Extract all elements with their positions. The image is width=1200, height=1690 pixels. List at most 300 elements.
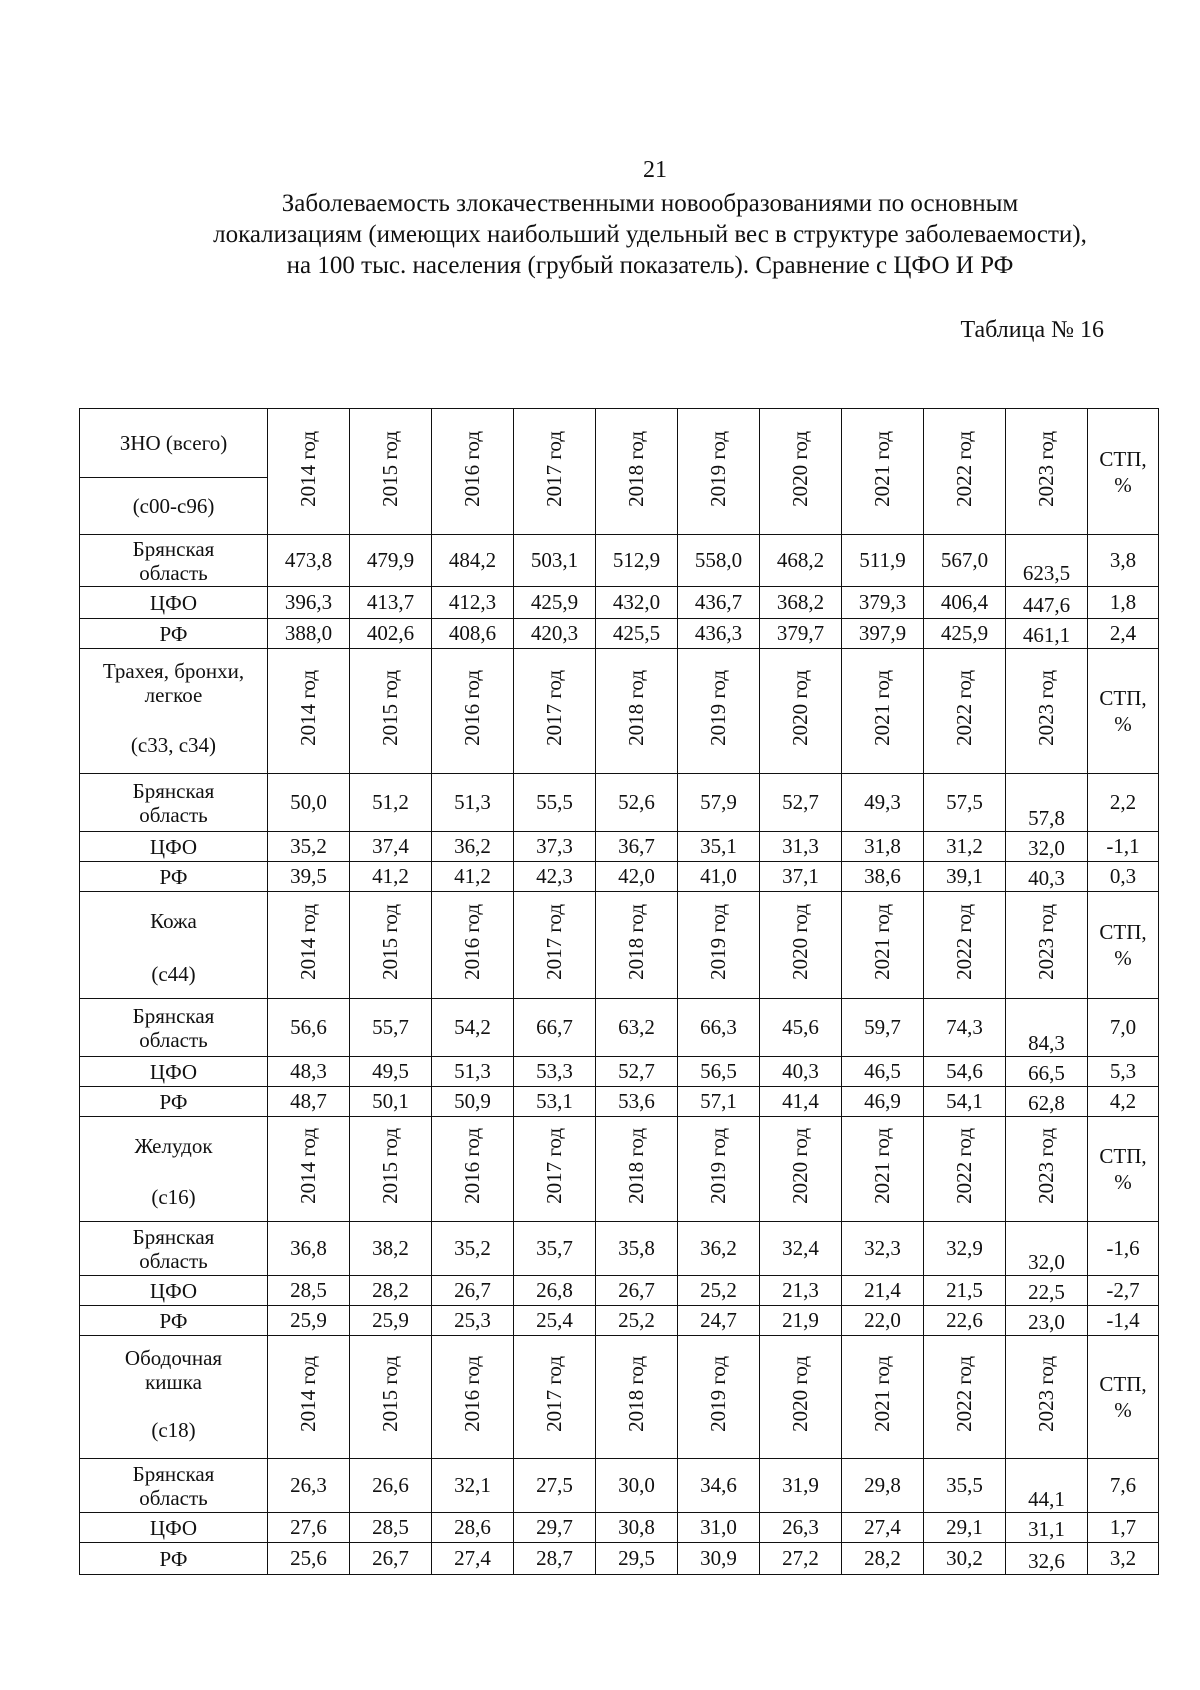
value-cell: 21,4 <box>842 1276 924 1306</box>
value-cell: 57,9 <box>678 774 760 832</box>
value-cell: 29,1 <box>924 1513 1006 1543</box>
value-cell: 41,2 <box>350 862 432 892</box>
year-label: 2016 год <box>460 430 484 507</box>
stp-value-cell: 3,8 <box>1088 535 1159 587</box>
value-cell: 30,8 <box>596 1513 678 1543</box>
value-cell: 26,8 <box>514 1276 596 1306</box>
value-cell: 37,3 <box>514 832 596 862</box>
value-cell: 511,9 <box>842 535 924 587</box>
section-name-cell <box>80 409 268 478</box>
year-label: 2020 год <box>788 430 812 507</box>
region-cell: ЦФО <box>80 1513 268 1543</box>
year-label: 2017 год <box>542 670 566 746</box>
stp-header-label: СТП, % <box>1099 1372 1147 1422</box>
section-name-line: Кожа <box>150 909 197 933</box>
value-cell: 25,2 <box>596 1306 678 1336</box>
stp-value-cell: 1,8 <box>1088 587 1159 619</box>
year-label: 2021 год <box>870 904 894 980</box>
value-cell: 50,0 <box>268 774 350 832</box>
region-cell: Брянская область <box>80 1459 268 1513</box>
year-header-cell <box>350 409 432 535</box>
value-cell: 53,1 <box>514 1087 596 1117</box>
value-cell: 66,3 <box>678 999 760 1057</box>
value-cell: 45,6 <box>760 999 842 1057</box>
document-title <box>170 188 1130 281</box>
year-header-cell <box>596 1117 678 1222</box>
value-cell: 473,8 <box>268 535 350 587</box>
value-cell: 39,1 <box>924 862 1006 892</box>
value-cell: 55,7 <box>350 999 432 1057</box>
value-cell: 31,9 <box>760 1459 842 1513</box>
value-cell: 432,0 <box>596 587 678 619</box>
value-cell: 21,9 <box>760 1306 842 1336</box>
year-label: 2023 год <box>1034 670 1058 746</box>
value-cell: 41,4 <box>760 1087 842 1117</box>
value-cell: 66,5 <box>1006 1057 1088 1087</box>
value-cell: 53,3 <box>514 1057 596 1087</box>
year-label: 2022 год <box>952 1128 976 1204</box>
value-cell: 26,3 <box>760 1513 842 1543</box>
value-cell: 412,3 <box>432 587 514 619</box>
section-name-line: легкое <box>144 683 203 707</box>
year-label: 2021 год <box>870 670 894 746</box>
stp-header-cell <box>1088 649 1159 774</box>
value-cell: 436,7 <box>678 587 760 619</box>
table-row <box>80 862 1159 892</box>
value-cell: 34,6 <box>678 1459 760 1513</box>
value-cell: 396,3 <box>268 587 350 619</box>
value-cell: 31,3 <box>760 832 842 862</box>
value-cell: 31,8 <box>842 832 924 862</box>
stp-value-cell: 2,4 <box>1088 619 1159 649</box>
value-cell: 447,6 <box>1006 587 1088 619</box>
title-line-2: локализациям (имеющих наибольший удельный вес в структуре заболеваемости), <box>213 221 1087 248</box>
year-header-cell <box>514 409 596 535</box>
value-cell: 37,1 <box>760 862 842 892</box>
value-cell: 27,4 <box>432 1543 514 1575</box>
stp-header-label: СТП, % <box>1099 920 1147 970</box>
year-header-cell <box>760 1117 842 1222</box>
table-row <box>80 1276 1159 1306</box>
year-label: 2018 год <box>624 1356 648 1432</box>
year-header-cell <box>678 1336 760 1459</box>
value-cell: 567,0 <box>924 535 1006 587</box>
value-cell: 49,5 <box>350 1057 432 1087</box>
value-cell: 27,5 <box>514 1459 596 1513</box>
value-cell: 46,9 <box>842 1087 924 1117</box>
stp-value-cell: -1,6 <box>1088 1222 1159 1276</box>
section-code-cell: (с16) <box>80 1174 268 1222</box>
value-cell: 41,0 <box>678 862 760 892</box>
year-label: 2020 год <box>788 1128 812 1204</box>
year-header-cell <box>596 649 678 774</box>
year-header-cell <box>514 1117 596 1222</box>
value-cell: 26,6 <box>350 1459 432 1513</box>
stp-value-cell: 7,6 <box>1088 1459 1159 1513</box>
region-cell: ЦФО <box>80 832 268 862</box>
value-cell: 57,1 <box>678 1087 760 1117</box>
section-code-cell: (с44) <box>80 950 268 999</box>
year-label: 2021 год <box>870 1356 894 1432</box>
value-cell: 50,1 <box>350 1087 432 1117</box>
value-cell: 379,3 <box>842 587 924 619</box>
section-name-cell <box>80 1117 268 1175</box>
value-cell: 32,9 <box>924 1222 1006 1276</box>
year-header-cell <box>678 1117 760 1222</box>
value-cell: 35,1 <box>678 832 760 862</box>
value-cell: 40,3 <box>1006 862 1088 892</box>
value-cell: 32,6 <box>1006 1543 1088 1575</box>
table-row <box>80 1459 1159 1513</box>
section-code-cell: (с18) <box>80 1403 268 1459</box>
year-header-cell <box>760 892 842 999</box>
value-cell: 420,3 <box>514 619 596 649</box>
year-label: 2016 год <box>460 904 484 980</box>
value-cell: 40,3 <box>760 1057 842 1087</box>
year-header-cell <box>350 892 432 999</box>
value-cell: 27,6 <box>268 1513 350 1543</box>
year-label: 2014 год <box>296 1356 320 1432</box>
value-cell: 28,7 <box>514 1543 596 1575</box>
section-code-cell: (с00-с96) <box>80 478 268 535</box>
year-header-cell <box>514 1336 596 1459</box>
year-header-cell <box>432 1336 514 1459</box>
region-cell: РФ <box>80 619 268 649</box>
value-cell: 512,9 <box>596 535 678 587</box>
value-cell: 32,0 <box>1006 1222 1088 1276</box>
year-label: 2017 год <box>542 430 566 507</box>
region-cell: ЦФО <box>80 587 268 619</box>
value-cell: 22,6 <box>924 1306 1006 1336</box>
value-cell: 468,2 <box>760 535 842 587</box>
region-cell: ЦФО <box>80 1057 268 1087</box>
value-cell: 41,2 <box>432 862 514 892</box>
title-line-3: на 100 тыс. населения (грубый показатель). Сравнение с ЦФО И РФ <box>286 252 1014 279</box>
section-name-line: кишка <box>145 1369 202 1394</box>
value-cell: 44,1 <box>1006 1459 1088 1513</box>
value-cell: 32,1 <box>432 1459 514 1513</box>
table-row <box>80 587 1159 619</box>
year-header-cell <box>350 1336 432 1459</box>
year-header-cell <box>596 409 678 535</box>
region-cell: Брянская область <box>80 535 268 587</box>
year-label: 2018 год <box>624 430 648 507</box>
value-cell: 29,7 <box>514 1513 596 1543</box>
value-cell: 461,1 <box>1006 619 1088 649</box>
year-header-cell <box>760 649 842 774</box>
stp-value-cell: 2,2 <box>1088 774 1159 832</box>
stp-value-cell: 3,2 <box>1088 1543 1159 1575</box>
value-cell: 31,2 <box>924 832 1006 862</box>
value-cell: 52,7 <box>760 774 842 832</box>
year-header-cell <box>1006 1336 1088 1459</box>
year-label: 2018 год <box>624 904 648 980</box>
value-cell: 425,5 <box>596 619 678 649</box>
year-header-cell <box>678 409 760 535</box>
value-cell: 21,3 <box>760 1276 842 1306</box>
region-cell: ЦФО <box>80 1276 268 1306</box>
value-cell: 36,7 <box>596 832 678 862</box>
table-row <box>80 1513 1159 1543</box>
value-cell: 36,2 <box>678 1222 760 1276</box>
section-name-cell <box>80 649 268 718</box>
value-cell: 425,9 <box>514 587 596 619</box>
value-cell: 30,2 <box>924 1543 1006 1575</box>
value-cell: 48,3 <box>268 1057 350 1087</box>
table-row <box>80 774 1159 832</box>
year-header-cell <box>268 649 350 774</box>
table-row <box>80 1087 1159 1117</box>
value-cell: 54,1 <box>924 1087 1006 1117</box>
table-row <box>80 999 1159 1057</box>
year-header-cell <box>678 892 760 999</box>
year-label: 2022 год <box>952 670 976 746</box>
value-cell: 84,3 <box>1006 999 1088 1057</box>
year-header-cell <box>842 892 924 999</box>
year-label: 2014 год <box>296 430 320 507</box>
year-label: 2020 год <box>788 904 812 980</box>
value-cell: 425,9 <box>924 619 1006 649</box>
year-header-cell <box>842 1117 924 1222</box>
section-name-cell <box>80 892 268 951</box>
year-header-cell <box>1006 649 1088 774</box>
year-header-cell <box>924 1117 1006 1222</box>
table-row <box>80 1222 1159 1276</box>
value-cell: 397,9 <box>842 619 924 649</box>
section-name-line: Трахея, бронхи, <box>102 659 245 683</box>
page-number: 21 <box>643 157 667 183</box>
year-header-cell <box>514 649 596 774</box>
region-cell: РФ <box>80 862 268 892</box>
year-header-cell <box>268 409 350 535</box>
value-cell: 22,5 <box>1006 1276 1088 1306</box>
value-cell: 55,5 <box>514 774 596 832</box>
year-header-cell <box>432 409 514 535</box>
section-header-row <box>80 409 1159 478</box>
year-header-cell <box>596 1336 678 1459</box>
year-label: 2015 год <box>378 430 402 507</box>
region-cell: Брянская область <box>80 999 268 1057</box>
year-label: 2023 год <box>1034 1356 1058 1432</box>
year-label: 2019 год <box>706 1356 730 1432</box>
value-cell: 29,8 <box>842 1459 924 1513</box>
stp-value-cell: 5,3 <box>1088 1057 1159 1087</box>
value-cell: 22,0 <box>842 1306 924 1336</box>
value-cell: 53,6 <box>596 1087 678 1117</box>
value-cell: 63,2 <box>596 999 678 1057</box>
value-cell: 28,6 <box>432 1513 514 1543</box>
value-cell: 35,7 <box>514 1222 596 1276</box>
year-label: 2016 год <box>460 670 484 746</box>
table-row <box>80 1306 1159 1336</box>
year-header-cell <box>678 649 760 774</box>
value-cell: 25,9 <box>268 1306 350 1336</box>
stp-value-cell: -1,1 <box>1088 832 1159 862</box>
stp-value-cell: 4,2 <box>1088 1087 1159 1117</box>
section-code-cell: (с33, с34) <box>80 717 268 774</box>
value-cell: 30,9 <box>678 1543 760 1575</box>
value-cell: 28,5 <box>268 1276 350 1306</box>
value-cell: 558,0 <box>678 535 760 587</box>
year-header-cell <box>268 1117 350 1222</box>
stp-value-cell: -2,7 <box>1088 1276 1159 1306</box>
region-cell: РФ <box>80 1087 268 1117</box>
value-cell: 406,4 <box>924 587 1006 619</box>
value-cell: 36,2 <box>432 832 514 862</box>
value-cell: 503,1 <box>514 535 596 587</box>
year-label: 2015 год <box>378 1128 402 1204</box>
year-header-cell <box>842 409 924 535</box>
table-row <box>80 832 1159 862</box>
value-cell: 26,3 <box>268 1459 350 1513</box>
value-cell: 24,7 <box>678 1306 760 1336</box>
value-cell: 57,8 <box>1006 774 1088 832</box>
year-header-cell <box>924 892 1006 999</box>
year-header-cell <box>1006 1117 1088 1222</box>
year-label: 2020 год <box>788 670 812 746</box>
section-header-row <box>80 649 1159 718</box>
value-cell: 26,7 <box>432 1276 514 1306</box>
year-header-cell <box>842 1336 924 1459</box>
year-label: 2020 год <box>788 1356 812 1432</box>
value-cell: 51,3 <box>432 774 514 832</box>
value-cell: 29,5 <box>596 1543 678 1575</box>
value-cell: 54,2 <box>432 999 514 1057</box>
value-cell: 408,6 <box>432 619 514 649</box>
value-cell: 25,4 <box>514 1306 596 1336</box>
year-header-cell <box>760 1336 842 1459</box>
value-cell: 37,4 <box>350 832 432 862</box>
stp-header-cell <box>1088 409 1159 535</box>
region-cell: РФ <box>80 1306 268 1336</box>
value-cell: 25,2 <box>678 1276 760 1306</box>
value-cell: 623,5 <box>1006 535 1088 587</box>
value-cell: 35,2 <box>268 832 350 862</box>
value-cell: 42,0 <box>596 862 678 892</box>
value-cell: 52,6 <box>596 774 678 832</box>
value-cell: 35,2 <box>432 1222 514 1276</box>
year-header-cell <box>432 1117 514 1222</box>
value-cell: 388,0 <box>268 619 350 649</box>
value-cell: 59,7 <box>842 999 924 1057</box>
year-header-cell <box>596 892 678 999</box>
year-label: 2016 год <box>460 1356 484 1432</box>
value-cell: 38,2 <box>350 1222 432 1276</box>
year-label: 2018 год <box>624 1128 648 1204</box>
value-cell: 56,5 <box>678 1057 760 1087</box>
year-header-cell <box>924 1336 1006 1459</box>
year-header-cell <box>514 892 596 999</box>
year-header-cell <box>1006 409 1088 535</box>
year-label: 2023 год <box>1034 904 1058 980</box>
year-label: 2019 год <box>706 1128 730 1204</box>
value-cell: 27,4 <box>842 1513 924 1543</box>
value-cell: 28,2 <box>350 1276 432 1306</box>
stp-value-cell: 0,3 <box>1088 862 1159 892</box>
value-cell: 32,3 <box>842 1222 924 1276</box>
year-label: 2019 год <box>706 670 730 746</box>
year-label: 2017 год <box>542 1128 566 1204</box>
year-header-cell <box>432 649 514 774</box>
value-cell: 56,6 <box>268 999 350 1057</box>
value-cell: 379,7 <box>760 619 842 649</box>
stp-header-label: СТП, % <box>1099 1144 1147 1194</box>
year-header-cell <box>1006 892 1088 999</box>
region-cell: Брянская область <box>80 1222 268 1276</box>
year-label: 2015 год <box>378 904 402 980</box>
year-label: 2018 год <box>624 670 648 746</box>
value-cell: 62,8 <box>1006 1087 1088 1117</box>
value-cell: 32,4 <box>760 1222 842 1276</box>
year-header-cell <box>760 409 842 535</box>
region-cell: РФ <box>80 1543 268 1575</box>
value-cell: 28,2 <box>842 1543 924 1575</box>
incidence-table <box>79 408 1159 1575</box>
year-header-cell <box>842 649 924 774</box>
year-label: 2022 год <box>952 430 976 507</box>
table-label: Таблица № 16 <box>960 317 1104 343</box>
year-header-cell <box>268 892 350 999</box>
value-cell: 27,2 <box>760 1543 842 1575</box>
value-cell: 51,2 <box>350 774 432 832</box>
value-cell: 35,5 <box>924 1459 1006 1513</box>
section-header-row <box>80 1117 1159 1175</box>
stp-header-cell <box>1088 1117 1159 1222</box>
value-cell: 25,3 <box>432 1306 514 1336</box>
year-label: 2017 год <box>542 904 566 980</box>
table-row <box>80 535 1159 587</box>
value-cell: 26,7 <box>350 1543 432 1575</box>
year-header-cell <box>350 1117 432 1222</box>
stp-header-label: СТП, % <box>1099 686 1147 736</box>
value-cell: 66,7 <box>514 999 596 1057</box>
value-cell: 49,3 <box>842 774 924 832</box>
year-label: 2014 год <box>296 670 320 746</box>
year-label: 2019 год <box>706 430 730 507</box>
value-cell: 54,6 <box>924 1057 1006 1087</box>
section-name-line: Ободочная <box>124 1345 223 1370</box>
year-header-cell <box>924 409 1006 535</box>
value-cell: 35,8 <box>596 1222 678 1276</box>
value-cell: 28,5 <box>350 1513 432 1543</box>
value-cell: 30,0 <box>596 1459 678 1513</box>
stp-header-cell <box>1088 1336 1159 1459</box>
value-cell: 38,6 <box>842 862 924 892</box>
stp-value-cell: -1,4 <box>1088 1306 1159 1336</box>
value-cell: 413,7 <box>350 587 432 619</box>
value-cell: 32,0 <box>1006 832 1088 862</box>
title-line-1: Заболеваемость злокачественными новообразованиями по основным <box>281 190 1019 217</box>
year-label: 2014 год <box>296 1128 320 1204</box>
year-header-cell <box>268 1336 350 1459</box>
value-cell: 36,8 <box>268 1222 350 1276</box>
stp-value-cell: 7,0 <box>1088 999 1159 1057</box>
value-cell: 368,2 <box>760 587 842 619</box>
region-cell: Брянская область <box>80 774 268 832</box>
year-label: 2023 год <box>1034 1128 1058 1204</box>
value-cell: 21,5 <box>924 1276 1006 1306</box>
stp-header-label: СТП, % <box>1099 446 1147 497</box>
value-cell: 48,7 <box>268 1087 350 1117</box>
stp-value-cell: 1,7 <box>1088 1513 1159 1543</box>
value-cell: 25,9 <box>350 1306 432 1336</box>
year-label: 2022 год <box>952 904 976 980</box>
value-cell: 479,9 <box>350 535 432 587</box>
value-cell: 46,5 <box>842 1057 924 1087</box>
value-cell: 74,3 <box>924 999 1006 1057</box>
section-name-line: Желудок <box>134 1133 213 1158</box>
value-cell: 26,7 <box>596 1276 678 1306</box>
